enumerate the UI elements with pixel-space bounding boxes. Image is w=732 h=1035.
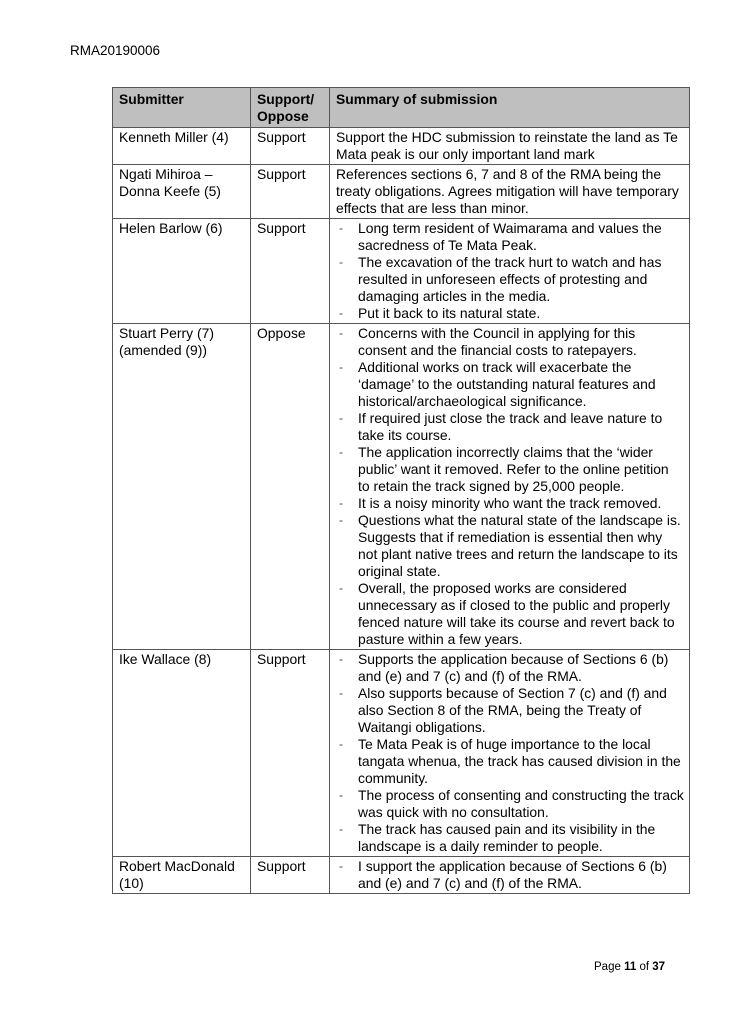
table-row (113, 128, 690, 165)
summary-point-text: The track has caused pain and its visibility in the landscape is a daily reminder to people. (358, 821, 656, 854)
summary-cell (330, 128, 690, 165)
dash-bullet-icon: - (339, 737, 343, 751)
summary-point-text: Te Mata Peak is of huge importance to the local tangata whenua, the track has caused division in the community. (358, 736, 681, 786)
header-submitter: Submitter (113, 88, 251, 128)
position-cell: Support (251, 650, 330, 857)
summary-point-text: The process of consenting and constructing the track was quick with no consultation. (358, 787, 684, 820)
summary-point (336, 254, 684, 305)
summary-point-list (336, 220, 684, 322)
position-cell: Support (251, 128, 330, 165)
summary-cell (330, 650, 690, 857)
page-total: 37 (652, 961, 666, 973)
summary-point-text: Also supports because of Section 7 (c) and (f) and also Section 8 of the RMA, being the Treaty of Waitangi obligations. (358, 685, 667, 735)
summary-point-text: The application incorrectly claims that the ‘wider public’ want it removed. Refer to the online petition to retain the track signed by 25,000 people. (358, 444, 669, 494)
summary-text: References sections 6, 7 and 8 of the RMA being the treaty obligations. Agrees mitigation will have temporary effects that are less than minor. (336, 166, 679, 216)
summary-point (336, 858, 684, 892)
submissions-table (112, 87, 690, 894)
position-cell: Support (251, 857, 330, 894)
table-row (113, 165, 690, 219)
summary-point-text: If required just close the track and leave nature to take its course. (358, 410, 663, 443)
table-header-row (113, 88, 690, 128)
dash-bullet-icon: - (339, 581, 343, 595)
summary-point (336, 512, 684, 580)
submitter-cell: Ngati Mihiroa – Donna Keefe (5) (113, 165, 251, 219)
summary-point-text: Additional works on track will exacerbate the ‘damage’ to the outstanding natural features and historical/archaeological significance. (358, 359, 656, 409)
dash-bullet-icon: - (339, 360, 343, 374)
table-row (113, 650, 690, 857)
page-word: Page (594, 961, 621, 973)
header-support-oppose: Support/ Oppose (251, 88, 330, 128)
summary-point-text: I support the application because of Sections 6 (b) and (e) and 7 (c) and (f) of the RMA. (358, 858, 667, 891)
dash-bullet-icon: - (339, 411, 343, 425)
position-cell: Oppose (251, 324, 330, 650)
table-row (113, 857, 690, 894)
dash-bullet-icon: - (339, 326, 343, 340)
summary-point-text: Supports the application because of Sections 6 (b) and (e) and 7 (c) and (f) of the RMA. (358, 651, 669, 684)
summary-text: Support the HDC submission to reinstate the land as Te Mata peak is our only important land mark (336, 129, 678, 162)
page-number (594, 961, 665, 973)
summary-cell (330, 165, 690, 219)
submitter-cell: Robert MacDonald (10) (113, 857, 251, 894)
summary-point-list (336, 325, 684, 648)
summary-point (336, 736, 684, 787)
summary-point-list (336, 651, 684, 855)
summary-point-text: Concerns with the Council in applying for this consent and the financial costs to ratepayers. (358, 325, 637, 358)
summary-cell (330, 324, 690, 650)
summary-point (336, 787, 684, 821)
dash-bullet-icon: - (339, 255, 343, 269)
summary-cell (330, 857, 690, 894)
summary-point-text: Questions what the natural state of the landscape is. Suggests that if remediation is essential then why not plant native trees and return the landscape to its original state. (358, 512, 681, 579)
summary-point-list (336, 858, 684, 892)
summary-point (336, 359, 684, 410)
dash-bullet-icon: - (339, 822, 343, 836)
summary-point-text: Overall, the proposed works are considered unnecessary as if closed to the public and properly fenced nature will take its course and revert back to pasture within a few years. (358, 580, 675, 647)
summary-point (336, 580, 684, 648)
position-cell: Support (251, 219, 330, 324)
dash-bullet-icon: - (339, 513, 343, 527)
submitter-cell: Stuart Perry (7) (amended (9)) (113, 324, 251, 650)
dash-bullet-icon: - (339, 496, 343, 510)
summary-cell (330, 219, 690, 324)
summary-point-text: Put it back to its natural state. (358, 305, 541, 321)
header-summary: Summary of submission (330, 88, 690, 128)
submitter-cell: Ike Wallace (8) (113, 650, 251, 857)
summary-point (336, 821, 684, 855)
table-row (113, 324, 690, 650)
submitter-cell: Kenneth Miller (4) (113, 128, 251, 165)
page-of: of (639, 961, 650, 973)
position-cell: Support (251, 165, 330, 219)
dash-bullet-icon: - (339, 445, 343, 459)
table-body (113, 128, 690, 894)
dash-bullet-icon: - (339, 652, 343, 666)
document-reference: RMA20190006 (70, 43, 161, 58)
summary-point (336, 685, 684, 736)
summary-point (336, 220, 684, 254)
page-current: 11 (624, 961, 637, 973)
table-row (113, 219, 690, 324)
dash-bullet-icon: - (339, 859, 343, 873)
summary-point (336, 410, 684, 444)
dash-bullet-icon: - (339, 221, 343, 235)
dash-bullet-icon: - (339, 306, 343, 320)
summary-point (336, 305, 684, 322)
summary-point (336, 444, 684, 495)
dash-bullet-icon: - (339, 686, 343, 700)
dash-bullet-icon: - (339, 788, 343, 802)
summary-point (336, 325, 684, 359)
summary-point-text: It is a noisy minority who want the track removed. (358, 495, 662, 511)
summary-point-text: Long term resident of Waimarama and values the sacredness of Te Mata Peak. (358, 220, 662, 253)
summary-point-text: The excavation of the track hurt to watch and has resulted in unforeseen effects of protesting and damaging articles in the media. (358, 254, 662, 304)
summary-point (336, 651, 684, 685)
summary-point (336, 495, 684, 512)
submitter-cell: Helen Barlow (6) (113, 219, 251, 324)
